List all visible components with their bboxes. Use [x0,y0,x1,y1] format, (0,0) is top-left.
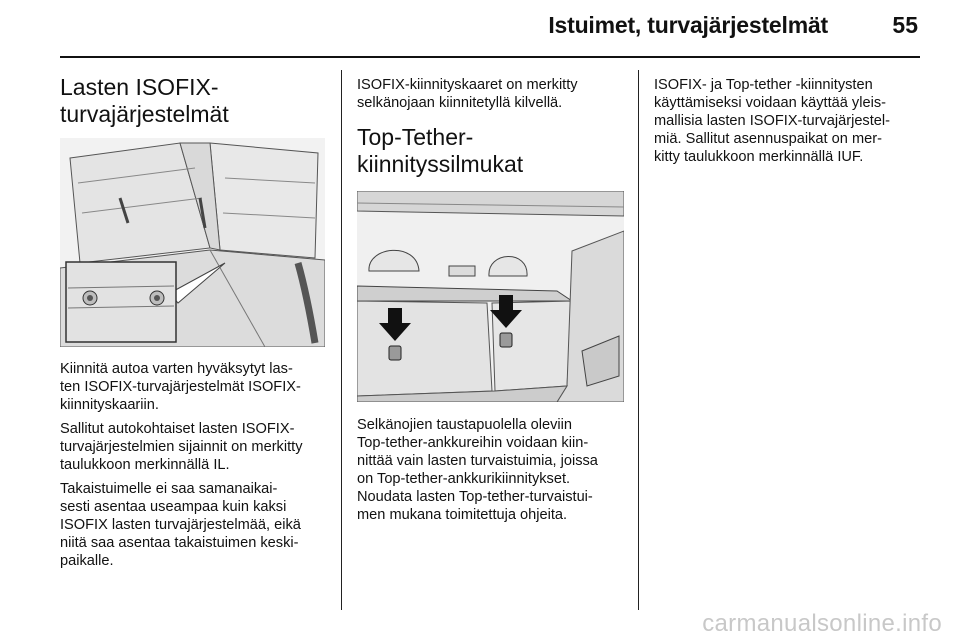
paragraph [60,480,325,570]
heading-line: turvajärjestelmät [60,101,229,127]
paragraph [357,416,624,524]
heading-line: kiinnityssilmukat [357,151,524,177]
paragraph [60,360,325,414]
text-line: mallisia lasten ISOFIX-turvajärjestel- [654,113,891,129]
text-line: sesti asentaa useampaa kuin kaksi [60,499,287,515]
page-number: 55 [892,12,918,38]
top-tether-drawing [357,191,624,402]
isofix-seat-illustration [60,138,325,347]
text-line: Takaistuimelle ei saa samanaikai- [60,481,278,497]
paragraph [357,76,624,112]
column1-body [60,360,325,570]
column-divider-left [341,70,342,610]
text-line: men mukana toimitettuja ohjeita. [357,507,568,523]
text-line: selkänojaan kiinnitetyllä kilvellä. [357,95,563,111]
page-header [0,0,960,60]
text-line: Top-tether-ankkureihin voidaan kiin- [357,435,589,451]
text-line: ISOFIX lasten turvajärjestelmää, eikä [60,517,301,533]
text-line: Sallitut autokohtaiset lasten ISOFIX- [60,421,295,437]
column-divider-right [638,70,639,610]
text-line: miä. Sallitut asennuspaikat on mer- [654,131,882,147]
text-line: Selkänojien taustapuolella oleviin [357,417,573,433]
text-line: on Top-tether-ankkurikiinnitykset. [357,471,571,487]
text-line: ISOFIX- ja Top-tether -kiinnitysten [654,77,873,93]
text-line: paikalle. [60,553,114,569]
paragraph [60,420,325,474]
heading-line: Top-Tether- [357,124,474,150]
chapter-title: Istuimet, turvajärjestelmät [548,12,828,38]
text-line: turvajärjestelmien sijainnit on merkitty [60,439,303,455]
column-3 [654,70,922,172]
isofix-seat-drawing [60,138,325,347]
text-line: käyttämiseksi voidaan käyttää yleis- [654,95,886,111]
watermark: carmanualsonline.info [702,610,942,637]
text-line: nittää vain lasten turvaistuimia, joissa [357,453,598,469]
text-line: kitty taulukkoon merkinnällä IUF. [654,149,864,165]
text-line: kiinnityskaariin. [60,397,159,413]
text-line: ISOFIX-kiinnityskaaret on merkitty [357,77,578,93]
text-line: Noudata lasten Top-tether-turvaistui- [357,489,593,505]
text-line: taulukkoon merkinnällä IL. [60,457,230,473]
heading-line: Lasten ISOFIX- [60,74,219,100]
header-rule [60,56,920,58]
text-line: ten ISOFIX-turvajärjestelmät ISOFIX- [60,379,301,395]
section-heading-top-tether [357,124,624,178]
top-tether-illustration [357,191,624,402]
text-line: Kiinnitä autoa varten hyväksytyt las- [60,361,293,377]
column-1 [60,70,325,576]
paragraph [654,76,922,166]
section-heading-isofix [60,74,325,128]
column-2 [357,70,624,530]
text-line: niitä saa asentaa takaistuimen keski- [60,535,299,551]
